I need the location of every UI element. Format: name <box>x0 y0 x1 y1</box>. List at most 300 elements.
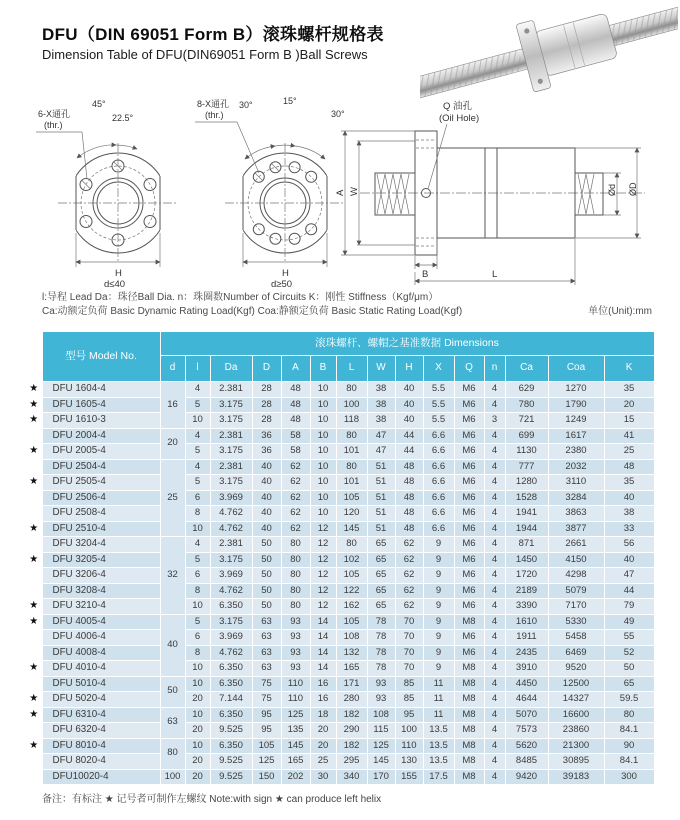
cell-D: 40 <box>252 521 281 537</box>
cell-l: 20 <box>185 769 210 785</box>
cell-A: 93 <box>281 661 310 677</box>
dim-h-label: H <box>282 268 289 279</box>
cell-X: 11 <box>423 707 454 723</box>
cell-X: 9 <box>423 537 454 553</box>
cell-Da: 3.175 <box>210 552 252 568</box>
cell-L: 100 <box>336 397 367 413</box>
model-no-cell: DFU 6310-4 <box>42 707 160 723</box>
angle-label: 22.5° <box>112 113 134 123</box>
cell-W: 78 <box>367 661 395 677</box>
cell-W: 65 <box>367 583 395 599</box>
cell-H: 48 <box>395 506 423 522</box>
cell-Da: 4.762 <box>210 521 252 537</box>
table-row <box>26 769 654 785</box>
cell-Ca: 1720 <box>505 568 548 584</box>
model-no-cell: DFU 3206-4 <box>42 568 160 584</box>
cell-Ca: 629 <box>505 382 548 398</box>
model-no-cell: DFU10020-4 <box>42 769 160 785</box>
cell-X: 6.6 <box>423 475 454 491</box>
cell-K: 65 <box>604 676 654 692</box>
cell-D: 28 <box>252 413 281 429</box>
cell-l: 4 <box>185 428 210 444</box>
cell-Q: M6 <box>454 506 484 522</box>
model-no-cell: DFU 2506-4 <box>42 490 160 506</box>
cell-B: 10 <box>310 444 336 460</box>
cell-H: 155 <box>395 769 423 785</box>
cell-Coa: 2380 <box>548 444 604 460</box>
cell-B: 18 <box>310 707 336 723</box>
cell-Ca: 699 <box>505 428 548 444</box>
cell-Da: 3.175 <box>210 614 252 630</box>
left-helix-star <box>26 676 42 692</box>
cell-Ca: 1610 <box>505 614 548 630</box>
model-no-cell: DFU 6320-4 <box>42 723 160 739</box>
left-helix-star <box>26 630 42 646</box>
cell-l: 6 <box>185 568 210 584</box>
dim-h-label: H <box>115 268 122 279</box>
cell-H: 110 <box>395 738 423 754</box>
cell-d: 100 <box>160 769 185 785</box>
cell-n: 4 <box>484 506 505 522</box>
cell-A: 125 <box>281 707 310 723</box>
table-row <box>26 676 654 692</box>
cell-Da: 9.525 <box>210 769 252 785</box>
cell-X: 9 <box>423 661 454 677</box>
cell-Q: M6 <box>454 568 484 584</box>
cell-L: 132 <box>336 645 367 661</box>
table-row <box>26 630 654 646</box>
cell-L: 80 <box>336 428 367 444</box>
table-row <box>26 645 654 661</box>
cell-Ca: 1130 <box>505 444 548 460</box>
cell-Coa: 14327 <box>548 692 604 708</box>
cell-W: 78 <box>367 614 395 630</box>
cell-l: 4 <box>185 382 210 398</box>
cell-B: 14 <box>310 630 336 646</box>
cell-Q: M8 <box>454 723 484 739</box>
model-no-cell: DFU 1605-4 <box>42 397 160 413</box>
cell-A: 110 <box>281 692 310 708</box>
table-row <box>26 459 654 475</box>
cell-Coa: 5079 <box>548 583 604 599</box>
cell-L: 80 <box>336 382 367 398</box>
cell-A: 62 <box>281 459 310 475</box>
cell-n: 4 <box>484 707 505 723</box>
cell-Coa: 1249 <box>548 413 604 429</box>
cell-Q: M6 <box>454 583 484 599</box>
left-helix-star: ★ <box>26 614 42 630</box>
cell-B: 12 <box>310 568 336 584</box>
cell-B: 20 <box>310 723 336 739</box>
dim-w-label: W <box>349 187 360 196</box>
cell-A: 62 <box>281 475 310 491</box>
cell-X: 9 <box>423 599 454 615</box>
left-helix-star <box>26 568 42 584</box>
cell-K: 40 <box>604 552 654 568</box>
cell-Da: 3.175 <box>210 475 252 491</box>
cell-X: 6.6 <box>423 506 454 522</box>
cell-Ca: 8485 <box>505 754 548 770</box>
cell-Da: 3.969 <box>210 568 252 584</box>
cell-Ca: 721 <box>505 413 548 429</box>
holes-label: 6-X通孔 <box>38 109 71 119</box>
cell-A: 58 <box>281 428 310 444</box>
cell-H: 40 <box>395 413 423 429</box>
cell-H: 44 <box>395 428 423 444</box>
table-row <box>26 692 654 708</box>
cell-L: 80 <box>336 459 367 475</box>
column-header-B: B <box>310 356 336 382</box>
cell-Q: M8 <box>454 754 484 770</box>
cell-l: 5 <box>185 444 210 460</box>
column-header-d: d <box>160 356 185 382</box>
left-helix-star: ★ <box>26 661 42 677</box>
cell-Coa: 9520 <box>548 661 604 677</box>
cell-Coa: 16600 <box>548 707 604 723</box>
cell-K: 35 <box>604 475 654 491</box>
cell-Coa: 5330 <box>548 614 604 630</box>
cell-K: 300 <box>604 769 654 785</box>
cell-W: 38 <box>367 413 395 429</box>
cell-Coa: 39183 <box>548 769 604 785</box>
cell-Coa: 12500 <box>548 676 604 692</box>
cell-W: 38 <box>367 397 395 413</box>
cell-Da: 4.762 <box>210 506 252 522</box>
column-header-n: n <box>484 356 505 382</box>
cell-H: 62 <box>395 583 423 599</box>
model-no-cell: DFU 3210-4 <box>42 599 160 615</box>
cell-L: 182 <box>336 738 367 754</box>
cell-W: 51 <box>367 475 395 491</box>
cell-n: 4 <box>484 568 505 584</box>
table-row <box>26 754 654 770</box>
cell-H: 40 <box>395 397 423 413</box>
cell-Q: M6 <box>454 413 484 429</box>
cell-X: 11 <box>423 676 454 692</box>
cell-X: 9 <box>423 630 454 646</box>
cell-L: 80 <box>336 537 367 553</box>
cell-D: 150 <box>252 769 281 785</box>
cell-l: 8 <box>185 583 210 599</box>
cell-Da: 3.175 <box>210 413 252 429</box>
cell-l: 6 <box>185 630 210 646</box>
table-row <box>26 552 654 568</box>
table-row <box>26 583 654 599</box>
oil-hole-label-en: (Oil Hole) <box>439 113 480 124</box>
cell-Da: 9.525 <box>210 723 252 739</box>
cell-Q: M6 <box>454 382 484 398</box>
cell-A: 80 <box>281 537 310 553</box>
cell-n: 4 <box>484 552 505 568</box>
cell-X: 13.5 <box>423 754 454 770</box>
cell-D: 63 <box>252 614 281 630</box>
dim-l-label: L <box>492 269 498 280</box>
legend <box>42 291 652 319</box>
cell-B: 16 <box>310 692 336 708</box>
cell-H: 44 <box>395 444 423 460</box>
cell-A: 135 <box>281 723 310 739</box>
cell-B: 12 <box>310 583 336 599</box>
cell-l: 20 <box>185 754 210 770</box>
cell-B: 10 <box>310 506 336 522</box>
cell-W: 125 <box>367 738 395 754</box>
cell-A: 62 <box>281 521 310 537</box>
table-row <box>26 599 654 615</box>
cell-n: 4 <box>484 537 505 553</box>
cell-Ca: 2435 <box>505 645 548 661</box>
cell-K: 48 <box>604 459 654 475</box>
cell-D: 50 <box>252 599 281 615</box>
cell-A: 58 <box>281 444 310 460</box>
cell-H: 70 <box>395 661 423 677</box>
cell-Ca: 871 <box>505 537 548 553</box>
cell-B: 20 <box>310 738 336 754</box>
cell-n: 4 <box>484 614 505 630</box>
column-header-K: K <box>604 356 654 382</box>
column-header-Da: Da <box>210 356 252 382</box>
cell-d: 80 <box>160 738 185 769</box>
cell-A: 62 <box>281 506 310 522</box>
cell-Da: 6.350 <box>210 599 252 615</box>
cell-L: 105 <box>336 490 367 506</box>
cell-X: 6.6 <box>423 459 454 475</box>
left-helix-star <box>26 537 42 553</box>
cell-H: 48 <box>395 459 423 475</box>
left-helix-star <box>26 506 42 522</box>
cell-X: 9 <box>423 552 454 568</box>
column-header-L: L <box>336 356 367 382</box>
left-helix-star <box>26 583 42 599</box>
column-header-W: W <box>367 356 395 382</box>
holes-sub-label: (thr.) <box>205 110 224 120</box>
cell-B: 12 <box>310 521 336 537</box>
model-no-cell: DFU 2510-4 <box>42 521 160 537</box>
cell-B: 12 <box>310 552 336 568</box>
cell-H: 100 <box>395 723 423 739</box>
model-no-cell: DFU 8010-4 <box>42 738 160 754</box>
cell-B: 10 <box>310 490 336 506</box>
cell-Ca: 1944 <box>505 521 548 537</box>
cell-L: 122 <box>336 583 367 599</box>
cell-n: 4 <box>484 397 505 413</box>
cell-H: 62 <box>395 568 423 584</box>
cell-Ca: 777 <box>505 459 548 475</box>
cell-L: 101 <box>336 444 367 460</box>
cell-Q: M6 <box>454 475 484 491</box>
cell-W: 145 <box>367 754 395 770</box>
cell-n: 4 <box>484 428 505 444</box>
side-view-drawing <box>335 93 660 293</box>
cell-L: 165 <box>336 661 367 677</box>
dim-od-big-label: ØD <box>628 182 638 196</box>
cell-D: 105 <box>252 738 281 754</box>
dim-od-small-label: Ød <box>607 183 617 196</box>
table-row <box>26 490 654 506</box>
cell-L: 101 <box>336 475 367 491</box>
cell-l: 8 <box>185 506 210 522</box>
cell-Q: M6 <box>454 630 484 646</box>
cell-n: 4 <box>484 599 505 615</box>
cell-L: 108 <box>336 630 367 646</box>
cell-Da: 6.350 <box>210 738 252 754</box>
cell-A: 48 <box>281 413 310 429</box>
cell-n: 4 <box>484 723 505 739</box>
table-row <box>26 397 654 413</box>
cell-d: 25 <box>160 459 185 537</box>
table-row <box>26 382 654 398</box>
column-header-H: H <box>395 356 423 382</box>
cell-Q: M8 <box>454 769 484 785</box>
cell-B: 10 <box>310 397 336 413</box>
cell-Coa: 1790 <box>548 397 604 413</box>
column-header-Q: Q <box>454 356 484 382</box>
cell-L: 118 <box>336 413 367 429</box>
cell-K: 20 <box>604 397 654 413</box>
table-row <box>26 506 654 522</box>
cell-Da: 6.350 <box>210 661 252 677</box>
left-helix-star: ★ <box>26 692 42 708</box>
table-row <box>26 568 654 584</box>
cell-D: 40 <box>252 506 281 522</box>
table-row <box>26 614 654 630</box>
cell-Q: M6 <box>454 521 484 537</box>
cell-Da: 4.762 <box>210 645 252 661</box>
cell-d: 63 <box>160 707 185 738</box>
cell-W: 65 <box>367 537 395 553</box>
cell-Q: M6 <box>454 645 484 661</box>
model-no-cell: DFU 4008-4 <box>42 645 160 661</box>
cell-W: 93 <box>367 676 395 692</box>
cell-l: 6 <box>185 490 210 506</box>
cell-Da: 3.175 <box>210 397 252 413</box>
cell-Coa: 3110 <box>548 475 604 491</box>
cell-Coa: 3877 <box>548 521 604 537</box>
cell-X: 17.5 <box>423 769 454 785</box>
angle-label: 30° <box>331 109 345 119</box>
cell-W: 51 <box>367 506 395 522</box>
cell-K: 49 <box>604 614 654 630</box>
cell-Da: 3.175 <box>210 444 252 460</box>
cell-D: 50 <box>252 568 281 584</box>
cell-n: 4 <box>484 475 505 491</box>
cell-Q: M8 <box>454 692 484 708</box>
cell-Ca: 9420 <box>505 769 548 785</box>
cell-X: 6.6 <box>423 521 454 537</box>
cell-W: 47 <box>367 444 395 460</box>
cell-A: 80 <box>281 599 310 615</box>
table-row <box>26 738 654 754</box>
cell-H: 62 <box>395 599 423 615</box>
cell-K: 52 <box>604 645 654 661</box>
column-header-Coa: Coa <box>548 356 604 382</box>
cell-B: 10 <box>310 382 336 398</box>
cell-Coa: 1617 <box>548 428 604 444</box>
cell-K: 84.1 <box>604 723 654 739</box>
table-row <box>26 723 654 739</box>
cell-Q: M8 <box>454 738 484 754</box>
cell-Da: 2.381 <box>210 537 252 553</box>
cell-D: 28 <box>252 382 281 398</box>
cell-X: 6.6 <box>423 490 454 506</box>
model-no-cell: DFU 4006-4 <box>42 630 160 646</box>
cell-n: 4 <box>484 459 505 475</box>
cell-B: 10 <box>310 475 336 491</box>
cell-Coa: 1270 <box>548 382 604 398</box>
cell-D: 125 <box>252 754 281 770</box>
cell-K: 41 <box>604 428 654 444</box>
cell-L: 102 <box>336 552 367 568</box>
cell-l: 4 <box>185 459 210 475</box>
cell-Coa: 4298 <box>548 568 604 584</box>
cell-Coa: 5458 <box>548 630 604 646</box>
cell-K: 80 <box>604 707 654 723</box>
cell-D: 63 <box>252 645 281 661</box>
cell-n: 4 <box>484 692 505 708</box>
cell-W: 65 <box>367 552 395 568</box>
cell-W: 65 <box>367 568 395 584</box>
model-no-cell: DFU 2004-4 <box>42 428 160 444</box>
cell-X: 5.5 <box>423 413 454 429</box>
cell-D: 95 <box>252 707 281 723</box>
cell-l: 20 <box>185 723 210 739</box>
cell-Coa: 3284 <box>548 490 604 506</box>
cell-D: 50 <box>252 552 281 568</box>
cell-n: 4 <box>484 490 505 506</box>
cell-K: 84.1 <box>604 754 654 770</box>
condition-label: d≥50 <box>271 279 293 289</box>
table-row <box>26 413 654 429</box>
cell-W: 47 <box>367 428 395 444</box>
cell-B: 12 <box>310 537 336 553</box>
cell-X: 5.5 <box>423 382 454 398</box>
left-helix-star: ★ <box>26 599 42 615</box>
cell-K: 33 <box>604 521 654 537</box>
table-row <box>26 428 654 444</box>
cell-Da: 4.762 <box>210 583 252 599</box>
model-no-cell: DFU 2504-4 <box>42 459 160 475</box>
cell-D: 40 <box>252 475 281 491</box>
cell-L: 182 <box>336 707 367 723</box>
condition-label: d≤40 <box>104 279 126 289</box>
left-helix-star: ★ <box>26 397 42 413</box>
cell-Q: M6 <box>454 599 484 615</box>
cell-Ca: 4450 <box>505 676 548 692</box>
column-header-X: X <box>423 356 454 382</box>
left-helix-star: ★ <box>26 382 42 398</box>
cell-A: 145 <box>281 738 310 754</box>
cell-Da: 3.969 <box>210 630 252 646</box>
cell-n: 4 <box>484 769 505 785</box>
spec-table <box>26 331 655 785</box>
angle-label: 15° <box>283 96 297 106</box>
cell-K: 50 <box>604 661 654 677</box>
cell-K: 25 <box>604 444 654 460</box>
table-row <box>26 444 654 460</box>
left-helix-star <box>26 428 42 444</box>
cell-Coa: 30895 <box>548 754 604 770</box>
cell-W: 93 <box>367 692 395 708</box>
cell-B: 10 <box>310 459 336 475</box>
cell-D: 36 <box>252 428 281 444</box>
model-no-cell: DFU 3205-4 <box>42 552 160 568</box>
legend-line1: l:导程 Lead Da：珠径Ball Dia. n：珠圈数Number of Circuits K：刚性 Stiffness（Kgf/μm） <box>42 292 439 303</box>
cell-X: 13.5 <box>423 723 454 739</box>
cell-Ca: 5070 <box>505 707 548 723</box>
table-row <box>26 475 654 491</box>
table-row <box>26 707 654 723</box>
cell-n: 4 <box>484 661 505 677</box>
cell-Da: 3.969 <box>210 490 252 506</box>
